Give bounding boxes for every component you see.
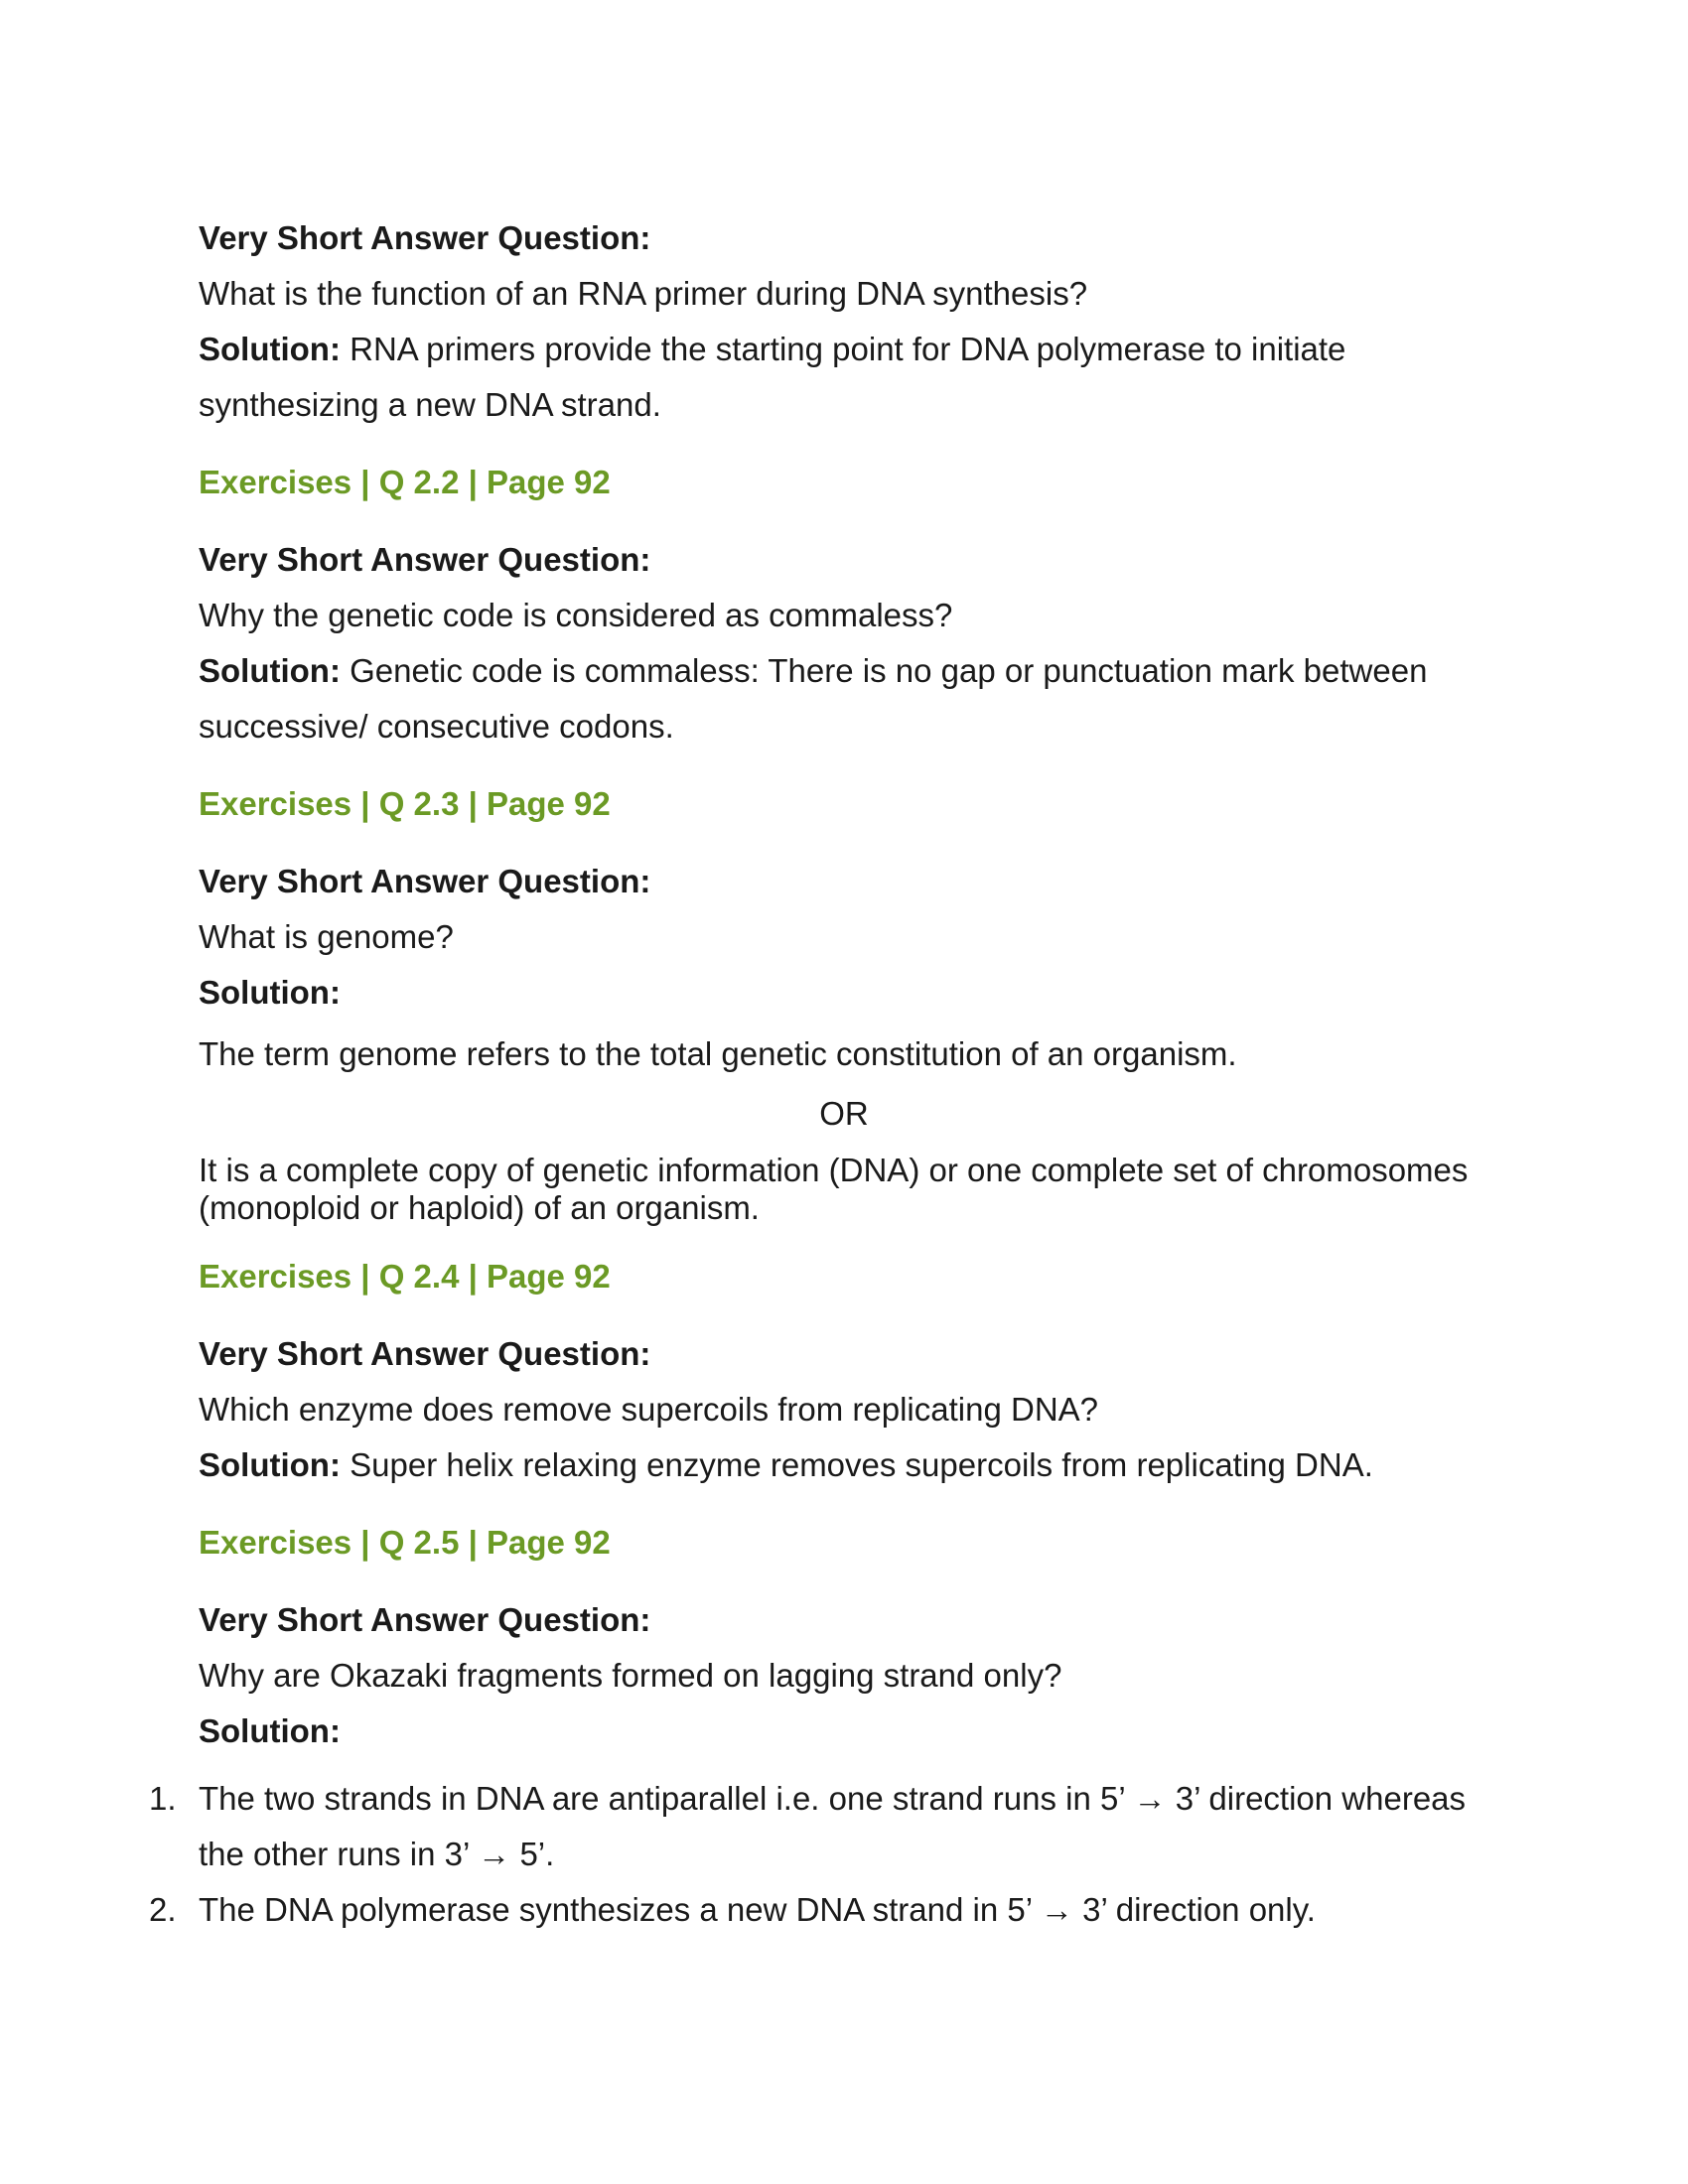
solution (199, 643, 1489, 754)
question-text: What is the function of an RNA primer during DNA synthesis? (199, 275, 1088, 312)
list-text: The two strands in DNA are antiparallel i.e. one strand runs in 5’ → 3’ direction whereas the other runs in 3’ → 5’. (199, 1780, 1467, 1872)
exercise-heading[interactable]: Exercises | Q 2.2 | Page 92 (199, 464, 611, 500)
list-number: 2. (149, 1891, 177, 1928)
solution-text: It is a complete copy of genetic information (DNA) or one complete set of chromosomes (monoploid or haploid) of an organism. (199, 1152, 1469, 1226)
list-item (149, 1882, 1489, 1938)
solution-list (149, 1771, 1489, 1938)
solution-label: Solution: (199, 1446, 341, 1483)
solution-text: RNA primers provide the starting point for DNA polymerase to initiate synthesizing a new DNA strand. (199, 331, 1346, 423)
list-number: 1. (149, 1780, 177, 1817)
question-type: Very Short Answer Question: (199, 219, 651, 256)
solution-label: Solution: (199, 652, 341, 689)
question-text: Why the genetic code is considered as commaless? (199, 597, 953, 633)
solution-label: Solution: (199, 974, 341, 1011)
question-type: Very Short Answer Question: (199, 863, 651, 899)
document-content (149, 210, 1489, 1938)
question-text: Which enzyme does remove supercoils from replicating DNA? (199, 1391, 1099, 1428)
question-type: Very Short Answer Question: (199, 1335, 651, 1372)
solution-text: Super helix relaxing enzyme removes supercoils from replicating DNA. (340, 1446, 1373, 1483)
solution (199, 322, 1489, 433)
solution-text: The term genome refers to the total genetic constitution of an organism. (199, 1035, 1237, 1072)
exercise-heading[interactable]: Exercises | Q 2.3 | Page 92 (199, 785, 611, 822)
question-text: What is genome? (199, 918, 454, 955)
exercise-heading[interactable]: Exercises | Q 2.5 | Page 92 (199, 1524, 611, 1561)
question-text: Why are Okazaki fragments formed on lagging strand only? (199, 1657, 1062, 1694)
solution-text: Genetic code is commaless: There is no gap or punctuation mark between successive/ consecutive codons. (199, 652, 1428, 745)
question-type: Very Short Answer Question: (199, 541, 651, 578)
question-type: Very Short Answer Question: (199, 1601, 651, 1638)
list-item (149, 1771, 1489, 1882)
solution-label: Solution: (199, 331, 341, 367)
or-separator: OR (819, 1095, 869, 1132)
solution (199, 1437, 1489, 1493)
list-text: The DNA polymerase synthesizes a new DNA strand in 5’ → 3’ direction only. (199, 1891, 1316, 1928)
solution-label: Solution: (199, 1712, 341, 1749)
exercise-heading[interactable]: Exercises | Q 2.4 | Page 92 (199, 1258, 611, 1295)
